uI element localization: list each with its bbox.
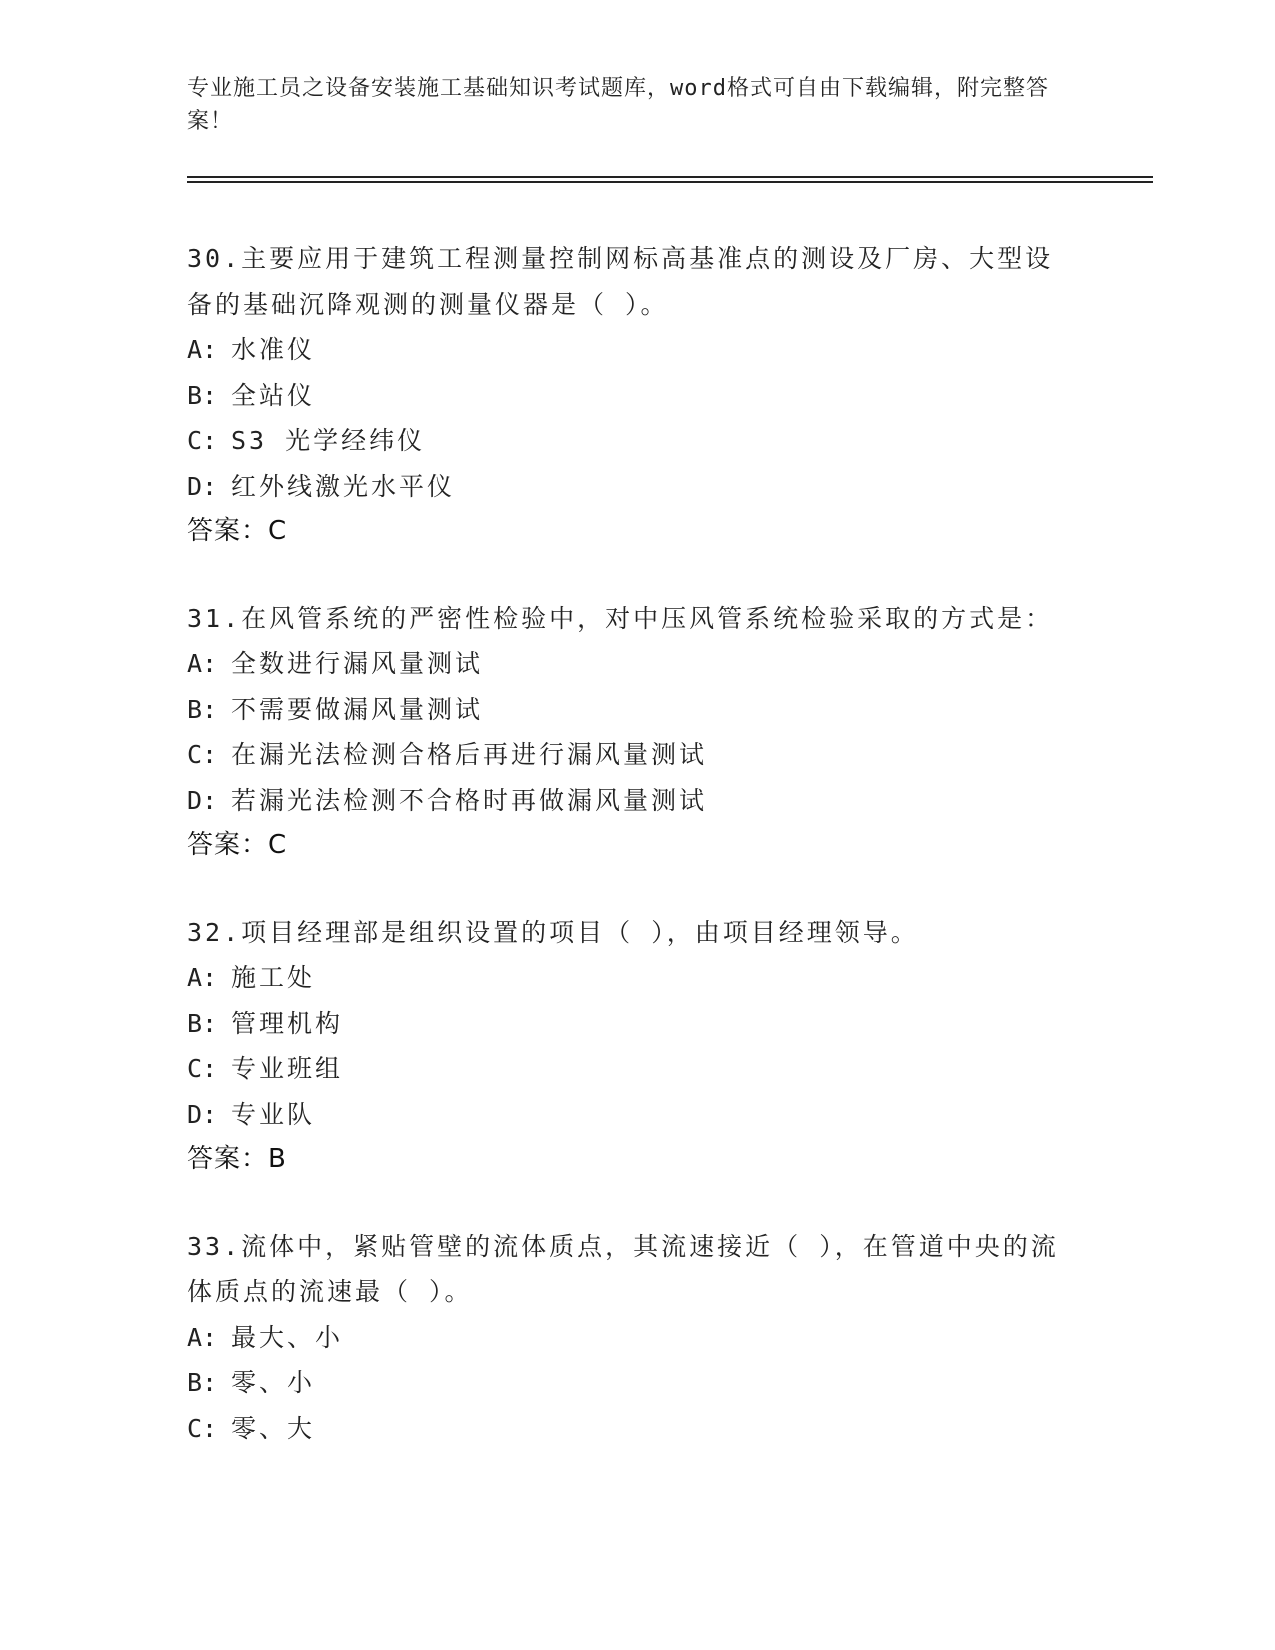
option-text: 若漏光法检测不合格时再做漏风量测试 [231,785,708,815]
option-a [187,1315,1087,1361]
option-b [187,687,1087,733]
question-stem: 32.项目经理部是组织设置的项目（ ），由项目经理领导。 [187,917,919,947]
option-text: 零、小 [231,1368,316,1397]
option-letter: A: [187,1322,218,1352]
answer-line: 答案：B [187,1144,287,1174]
option-d [187,778,1087,824]
option-letter: D: [187,1099,218,1129]
option-letter: B: [187,1368,218,1397]
option-letter: C: [187,740,218,769]
option-text: 不需要做漏风量测试 [231,694,484,724]
option-letter: A: [187,649,218,678]
option-text: 水准仪 [231,335,316,364]
option-a [187,641,1087,687]
option-text: 专业队 [231,1099,316,1129]
option-letter: C: [187,426,218,455]
option-c [187,1406,1087,1452]
question-31 [187,596,1087,869]
option-a [187,955,1087,1001]
option-text: 红外线激光水平仪 [231,471,456,501]
option-d [187,464,1087,510]
option-text: 最大、小 [231,1322,344,1352]
option-letter: D: [187,785,218,815]
page-header: 专业施工员之设备安装施工基础知识考试题库，word格式可自由下载编辑，附完整答案！ [187,76,1049,134]
option-text: 全数进行漏风量测试 [231,649,484,678]
question-stem: 33.流体中，紧贴管壁的流体质点，其流速接近（ ），在管道中央的流体质点的流速最（ ）。 [187,1231,1059,1306]
option-letter: D: [187,471,218,501]
option-c [187,732,1087,778]
option-b [187,1001,1087,1047]
option-c [187,1046,1087,1092]
option-letter: A: [187,335,218,364]
answer-line: 答案：C [187,830,288,860]
header-divider-top [187,176,1153,178]
option-b [187,373,1087,419]
option-text: 零、大 [231,1413,316,1443]
question-30 [187,236,1087,555]
header-divider-bottom [187,181,1153,183]
option-text: 施工处 [231,963,316,992]
option-text: 专业班组 [231,1054,344,1083]
question-stem: 31.在风管系统的严密性检验中，对中压风管系统检验采取的方式是： [187,603,1054,633]
question-list [187,236,1087,1492]
option-text: 管理机构 [231,1008,344,1038]
option-letter: C: [187,1413,218,1443]
option-letter: B: [187,694,218,724]
option-text: S3 光学经纬仪 [231,426,426,455]
option-letter: C: [187,1054,218,1083]
option-d [187,1092,1087,1138]
option-letter: B: [187,1008,218,1038]
option-letter: B: [187,380,218,410]
question-33 [187,1224,1087,1452]
answer-line: 答案：C [187,516,288,546]
option-a [187,327,1087,373]
option-text: 全站仪 [231,380,316,410]
question-32 [187,910,1087,1183]
option-letter: A: [187,963,218,992]
question-stem: 30.主要应用于建筑工程测量控制网标高基准点的测设及厂房、大型设备的基础沉降观测的测量仪器是（ ）。 [187,244,1054,319]
option-b [187,1360,1087,1406]
option-c [187,418,1087,464]
option-text: 在漏光法检测合格后再进行漏风量测试 [231,740,708,769]
